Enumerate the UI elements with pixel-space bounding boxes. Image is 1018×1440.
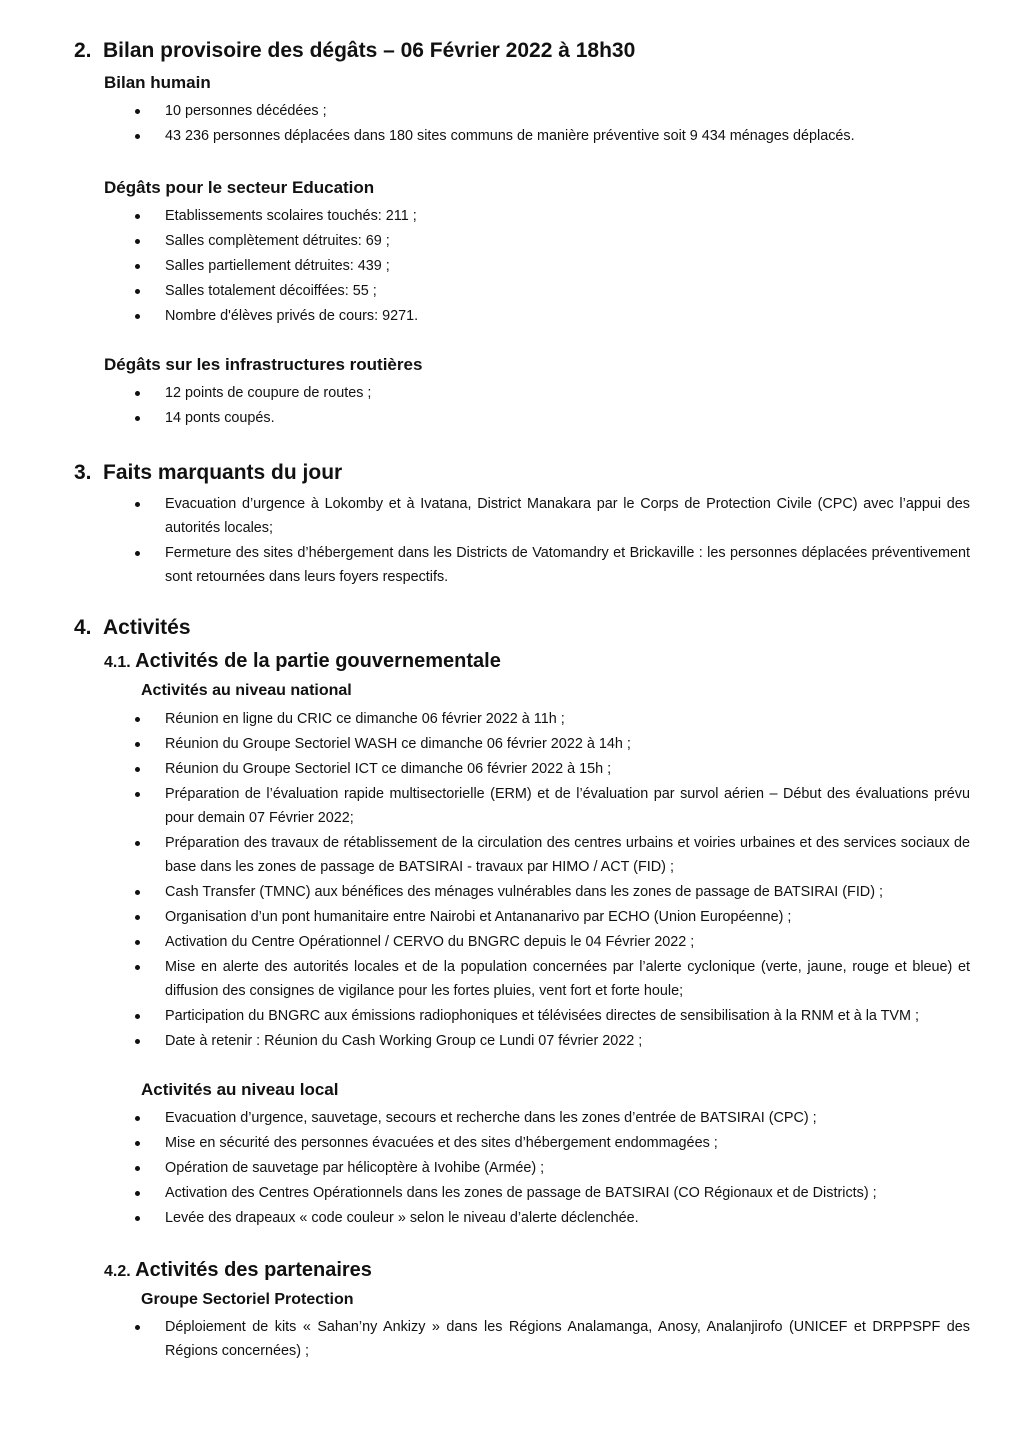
list-item: Evacuation d’urgence à Lokomby et à Ivatana, District Manakara par le Corps de Protection Civile (CPC) avec l’appui des autorités locales; (130, 492, 970, 540)
national-activities-list (130, 707, 970, 1054)
bullet-icon (135, 1039, 140, 1044)
bullet-icon (135, 502, 140, 507)
routes-list (130, 381, 970, 431)
bullet-icon (135, 841, 140, 846)
bullet-icon (135, 391, 140, 396)
bullet-icon (135, 1141, 140, 1146)
section-title: Bilan provisoire des dégâts – 06 Février 2022 à 18h30 (103, 39, 636, 62)
bullet-icon (135, 551, 140, 556)
section-number: 2. (74, 39, 92, 62)
list-item: Nombre d'élèves privés de cours: 9271. (130, 304, 970, 328)
list-item: Date à retenir : Réunion du Cash Working Group ce Lundi 07 février 2022 ; (130, 1029, 970, 1053)
list-item: Mise en alerte des autorités locales et de la population concernées par l’alerte cyclonique (verte, jaune, rouge et bleue) et diffusion des consignes de vigilance pour les fortes pluies, vent fort et forte houle; (130, 955, 970, 1003)
list-item: Activation du Centre Opérationnel / CERVO du BNGRC depuis le 04 Février 2022 ; (130, 930, 970, 954)
bilan-humain-heading: Bilan humain (104, 73, 211, 92)
list-item: Réunion du Groupe Sectoriel ICT ce dimanche 06 février 2022 à 15h ; (130, 757, 970, 781)
faits-marquants-list (130, 492, 970, 590)
bullet-icon (135, 214, 140, 219)
list-item: 14 ponts coupés. (130, 406, 970, 430)
bullet-icon (135, 314, 140, 319)
list-item: 10 personnes décédées ; (130, 99, 970, 123)
section-4-2-heading (104, 1259, 372, 1282)
list-item: Opération de sauvetage par hélicoptère à Ivohibe (Armée) ; (130, 1156, 970, 1180)
list-item: Cash Transfer (TMNC) aux bénéfices des ménages vulnérables dans les zones de passage de BATSIRAI (FID) ; (130, 880, 970, 904)
bullet-icon (135, 742, 140, 747)
list-item: Levée des drapeaux « code couleur » selon le niveau d’alerte déclenchée. (130, 1206, 970, 1230)
bullet-icon (135, 289, 140, 294)
bullet-icon (135, 1116, 140, 1121)
list-item: Fermeture des sites d’hébergement dans les Districts de Vatomandry et Brickaville : les personnes déplacées préventivement sont retournées dans leurs foyers respectifs. (130, 541, 970, 589)
section-4-heading (74, 616, 191, 640)
education-list (130, 204, 970, 329)
subsection-number: 4.2. (104, 1263, 131, 1280)
bullet-icon (135, 792, 140, 797)
list-item: Mise en sécurité des personnes évacuées et des sites d’hébergement endommagées ; (130, 1131, 970, 1155)
list-item: Préparation des travaux de rétablissement de la circulation des centres urbains et voiries urbaines et des services sociaux de base dans les zones de passage de BATSIRAI - travaux par HIMO / ACT (FID) ; (130, 831, 970, 879)
list-item: Réunion du Groupe Sectoriel WASH ce dimanche 06 février 2022 à 14h ; (130, 732, 970, 756)
list-item: Etablissements scolaires touchés: 211 ; (130, 204, 970, 228)
bullet-icon (135, 1014, 140, 1019)
protection-list (130, 1315, 970, 1364)
bullet-icon (135, 940, 140, 945)
list-item: Activation des Centres Opérationnels dans les zones de passage de BATSIRAI (CO Régionaux et de Districts) ; (130, 1181, 970, 1205)
list-item: Organisation d’un pont humanitaire entre Nairobi et Antananarivo par ECHO (Union Européenne) ; (130, 905, 970, 929)
list-item: Salles totalement décoiffées: 55 ; (130, 279, 970, 303)
bullet-icon (135, 965, 140, 970)
section-4-1-heading (104, 650, 501, 673)
list-item: Déploiement de kits « Sahan’ny Ankizy » dans les Régions Analamanga, Anosy, Analanjirofo (UNICEF et DRPPSPF des Régions concernées) ; (130, 1315, 970, 1363)
bullet-icon (135, 239, 140, 244)
routes-heading: Dégâts sur les infrastructures routières (104, 355, 423, 374)
bullet-icon (135, 1191, 140, 1196)
list-item: Salles complètement détruites: 69 ; (130, 229, 970, 253)
bullet-icon (135, 1166, 140, 1171)
section-title: Activités (103, 616, 191, 639)
bilan-humain-list (130, 99, 970, 149)
list-item: 12 points de coupure de routes ; (130, 381, 970, 405)
bullet-icon (135, 915, 140, 920)
local-heading: Activités au niveau local (141, 1080, 339, 1099)
section-number: 4. (74, 616, 92, 639)
bullet-icon (135, 264, 140, 269)
list-item: Réunion en ligne du CRIC ce dimanche 06 février 2022 à 11h ; (130, 707, 970, 731)
bullet-icon (135, 109, 140, 114)
list-item: Salles partiellement détruites: 439 ; (130, 254, 970, 278)
local-activities-list (130, 1106, 970, 1231)
list-item: Participation du BNGRC aux émissions radiophoniques et télévisées directes de sensibilisation à la RNM et à la TVM ; (130, 1004, 970, 1028)
bullet-icon (135, 134, 140, 139)
education-heading: Dégâts pour le secteur Education (104, 178, 375, 197)
protection-heading: Groupe Sectoriel Protection (141, 1291, 354, 1308)
section-2-heading (74, 39, 635, 63)
bullet-icon (135, 767, 140, 772)
list-item: Préparation de l’évaluation rapide multisectorielle (ERM) et de l’évaluation par survol aérien – Début des évaluations prévu pour demain 07 Février 2022; (130, 782, 970, 830)
section-title: Faits marquants du jour (103, 461, 343, 484)
national-heading: Activités au niveau national (141, 682, 352, 699)
subsection-title: Activités des partenaires (135, 1259, 372, 1281)
bullet-icon (135, 1325, 140, 1330)
subsection-title: Activités de la partie gouvernementale (135, 650, 501, 672)
list-item: Evacuation d’urgence, sauvetage, secours et recherche dans les zones d’entrée de BATSIRAI (CPC) ; (130, 1106, 970, 1130)
subsection-number: 4.1. (104, 654, 131, 671)
bullet-icon (135, 717, 140, 722)
list-item: 43 236 personnes déplacées dans 180 sites communs de manière préventive soit 9 434 ménages déplacés. (130, 124, 970, 148)
section-number: 3. (74, 461, 92, 484)
bullet-icon (135, 416, 140, 421)
bullet-icon (135, 1216, 140, 1221)
section-3-heading (74, 461, 342, 485)
bullet-icon (135, 890, 140, 895)
